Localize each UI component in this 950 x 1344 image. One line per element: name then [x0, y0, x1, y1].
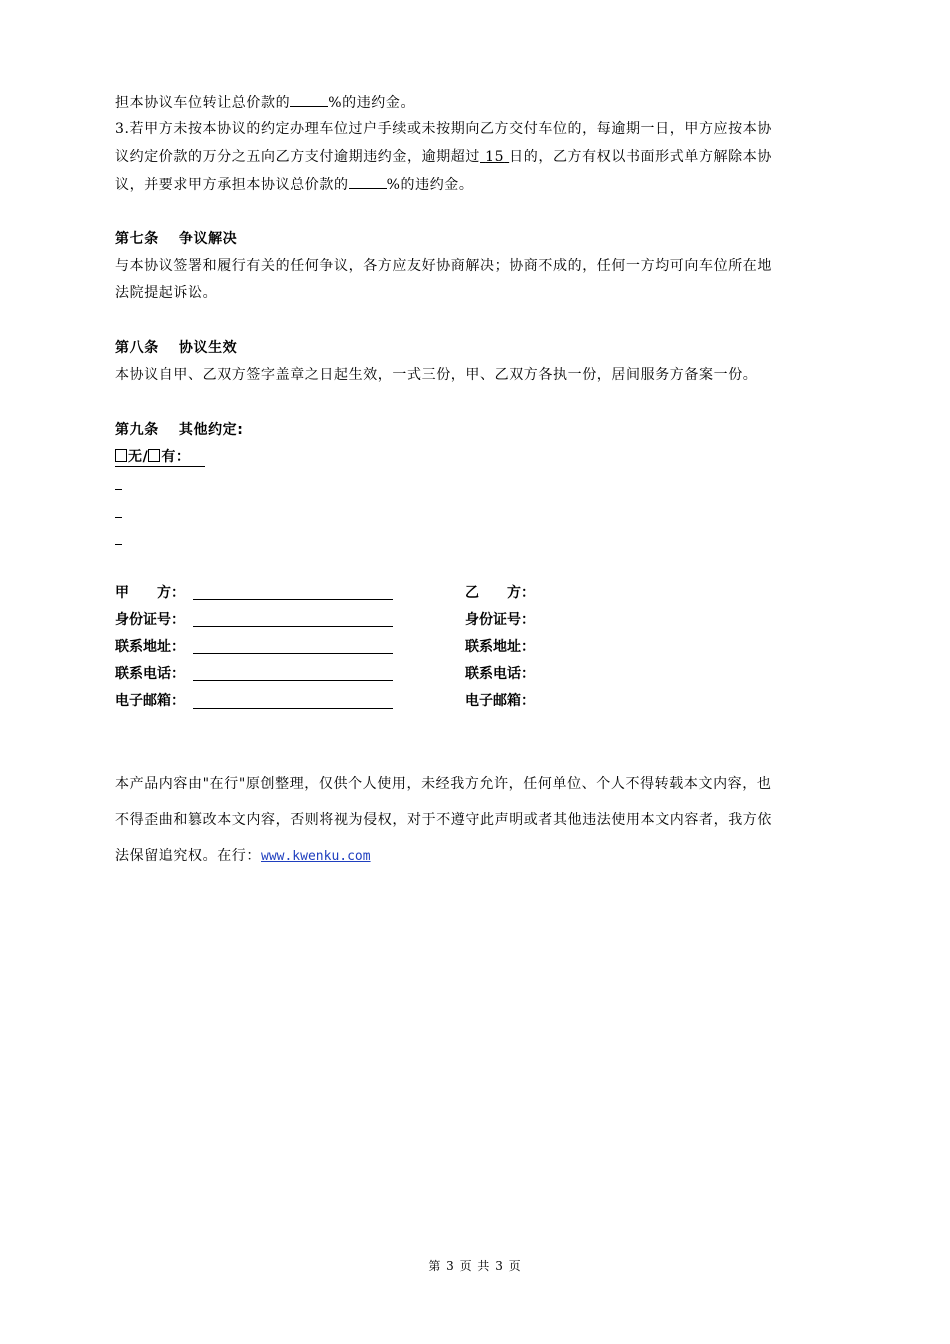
party-a-label: 甲 方：	[115, 585, 185, 601]
party-b-email-label: 电子邮箱：	[465, 693, 535, 709]
clause3-text-d: %的违约金。	[386, 177, 474, 193]
article9-heading: 第九条 其他约定:	[115, 422, 244, 438]
has-label: 有：	[161, 449, 191, 465]
article8-line1: 本协议自甲、乙双方签字盖章之日起生效，一式三份，甲、乙双方各执一份，居间服务方备案一份。	[115, 367, 758, 383]
party-b-id-label: 身份证号：	[465, 612, 535, 628]
clause3-text-b: 日的，乙方有权以书面形式单方解除本协	[509, 149, 772, 165]
article7-heading: 第七条 争议解决	[115, 231, 238, 247]
clause3-line3	[115, 174, 474, 195]
party-b-phone-label: 联系电话：	[465, 666, 535, 682]
article8-heading: 第八条 协议生效	[115, 340, 238, 356]
party-a-field[interactable]	[193, 599, 393, 600]
none-checkbox[interactable]	[115, 449, 127, 462]
none-label: 无/	[128, 449, 149, 465]
party-a-phone-field[interactable]	[193, 680, 393, 681]
party-a-address-label: 联系地址：	[115, 639, 185, 655]
article7-line2: 法院提起诉讼。	[115, 285, 218, 301]
overdue-days-value: 15	[485, 149, 505, 165]
party-b-address-label: 联系地址：	[465, 639, 535, 655]
blank-line-2[interactable]	[115, 517, 122, 518]
article9-options	[115, 447, 205, 467]
party-a-address-field[interactable]	[193, 653, 393, 654]
clause3-text-c: 议，并要求甲方承担本协议总价款的	[115, 177, 349, 193]
article7-line1: 与本协议签署和履行有关的任何争议，各方应友好协商解决；协商不成的，任何一方均可向车位所在地	[115, 258, 772, 274]
penalty-line	[115, 92, 415, 113]
clause3-line2	[115, 147, 772, 167]
party-a-phone-label: 联系电话：	[115, 666, 185, 682]
party-a-id-field[interactable]	[193, 626, 393, 627]
party-b-label: 乙 方：	[465, 585, 535, 601]
penalty-text-end: %的违约金。	[328, 95, 416, 111]
penalty-text: 担本协议车位转让总价款的	[115, 95, 291, 111]
party-a-email-label: 电子邮箱：	[115, 693, 185, 709]
page-number: 第 3 页 共 3 页	[428, 1259, 522, 1273]
notice-text: 法保留追究权。在行：	[115, 848, 261, 864]
party-a-id-label: 身份证号：	[115, 612, 185, 628]
clause3-line1: 3.若甲方未按本协议的约定办理车位过户手续或未按期向乙方交付车位的，每逾期一日，甲方应按本协	[115, 121, 772, 137]
notice-line1: 本产品内容由"在行"原创整理，仅供个人使用，未经我方允许，任何单位、个人不得转载本文内容，也	[115, 776, 772, 792]
total-percent-blank	[349, 174, 387, 189]
has-checkbox[interactable]	[148, 449, 160, 462]
blank-line-1[interactable]	[115, 489, 122, 490]
penalty-percent-blank	[290, 92, 328, 107]
party-a-email-field[interactable]	[193, 708, 393, 709]
clause3-text: 议约定价款的万分之五向乙方支付逾期违约金，逾期超过	[115, 149, 480, 165]
blank-line-3[interactable]	[115, 544, 122, 545]
notice-line2: 不得歪曲和篡改本文内容，否则将视为侵权，对于不遵守此声明或者其他违法使用本文内容者，我方依	[115, 812, 772, 828]
notice-line3	[115, 846, 371, 867]
website-link[interactable]: www.kwenku.com	[261, 849, 371, 864]
